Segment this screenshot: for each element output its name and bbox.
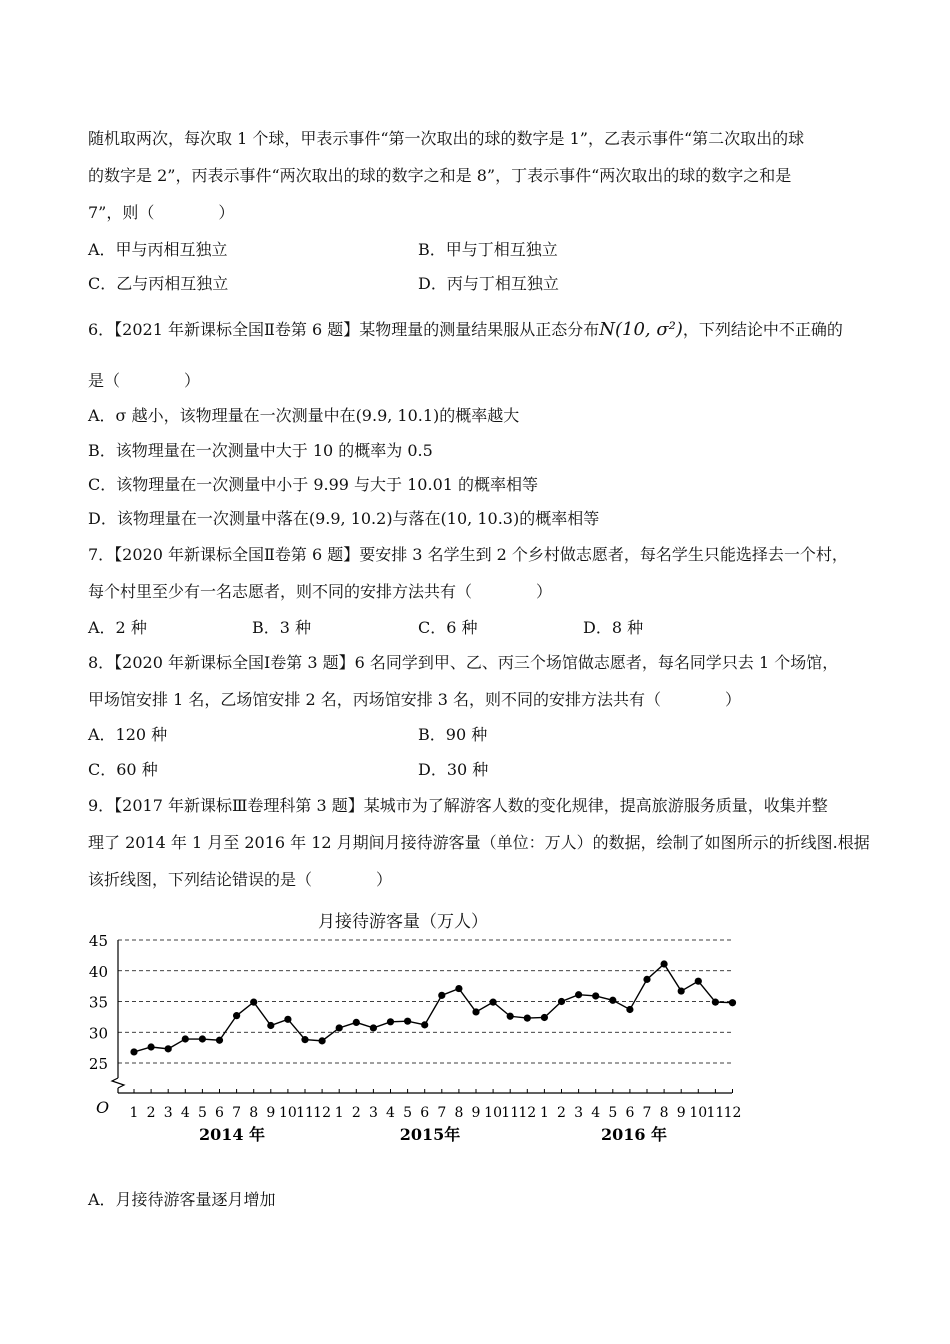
x-tick-label: 7 (232, 1105, 242, 1121)
q7-option-c: C．6 种 (418, 618, 478, 637)
q8-option-b: B．90 种 (418, 725, 488, 744)
q7-line-2: 每个村里至少有一名志愿者，则不同的安排方法共有（ ） (88, 582, 553, 601)
data-point (455, 985, 462, 992)
data-point (216, 1037, 223, 1044)
x-tick-label: 6 (215, 1105, 224, 1121)
data-point (233, 1012, 240, 1019)
data-point (438, 992, 445, 999)
x-tick-label: 6 (625, 1105, 635, 1121)
x-tick-label: 7 (642, 1105, 652, 1121)
x-tick-label: 12 (518, 1105, 537, 1121)
data-point (712, 999, 719, 1006)
x-tick-label: 5 (608, 1105, 618, 1121)
q5-option-d: D．丙与丁相互独立 (418, 274, 559, 293)
x-tick-label: 2 (351, 1105, 361, 1121)
q5-line-1: 随机取两次，每次取 1 个球，甲表示事件“第一次取出的球的数字是 1”，乙表示事件“第二次取出的球 (88, 129, 805, 148)
x-tick-label: 10 (278, 1105, 297, 1121)
line-chart (0, 920, 950, 1150)
data-point (301, 1036, 308, 1043)
x-tick-label: 3 (574, 1105, 584, 1121)
x-tick-label: 2 (557, 1105, 566, 1121)
q6-stem (88, 318, 843, 342)
data-point (130, 1048, 137, 1055)
q9-line-2: 理了 2014 年 1 月至 2016 年 12 月期间月接待游客量（单位：万人）的数据，绘制了如图所示的折线图.根据 (88, 833, 870, 852)
axis-break-mark (112, 1078, 124, 1088)
x-tick-label: 12 (723, 1105, 742, 1121)
data-point (661, 960, 668, 967)
x-tick-label: 1 (334, 1105, 344, 1121)
x-tick-label: 4 (386, 1105, 395, 1121)
year-label: 2014 年 (198, 1125, 266, 1144)
x-tick-label: 4 (591, 1105, 601, 1121)
data-point (507, 1013, 514, 1020)
data-point (558, 998, 565, 1005)
q5-option-b: B．甲与丁相互独立 (418, 240, 558, 259)
x-tick-label: 10 (689, 1105, 708, 1121)
q7-option-d: D．8 种 (583, 618, 644, 637)
data-point (643, 976, 650, 983)
year-label: 2015年 (399, 1125, 461, 1144)
data-point (387, 1018, 394, 1025)
x-tick-label: 8 (659, 1105, 669, 1121)
x-tick-label: 11 (706, 1105, 725, 1121)
y-tick-label: 25 (88, 1055, 108, 1073)
data-point (319, 1037, 326, 1044)
data-point (592, 992, 599, 999)
data-point (626, 1006, 633, 1013)
data-point (148, 1043, 155, 1050)
x-tick-label: 9 (676, 1105, 686, 1121)
data-point (336, 1024, 343, 1031)
y-tick-label: 35 (88, 993, 108, 1012)
data-point (695, 978, 702, 985)
data-point (421, 1021, 428, 1028)
data-point (575, 991, 582, 998)
x-tick-label: 4 (180, 1105, 190, 1121)
q7-line-1: 7．【2020 年新课标全国Ⅱ卷第 6 题】要安排 3 名学生到 2 个乡村做志愿者，每名学生只能选择去一个村， (88, 545, 848, 564)
y-tick-label: 30 (88, 1024, 108, 1043)
x-tick-label: 10 (484, 1105, 503, 1121)
x-tick-label: 9 (471, 1105, 481, 1121)
x-tick-label: 5 (197, 1105, 207, 1121)
q6-stem-tail: ，下列结论中不正确的 (682, 320, 843, 339)
x-tick-label: 9 (266, 1105, 276, 1121)
data-point (524, 1015, 531, 1022)
q8-option-c: C．60 种 (88, 760, 158, 779)
data-point (472, 1008, 479, 1015)
q9-line-1: 9．【2017 年新课标Ⅲ卷理科第 3 题】某城市为了解游客人数的变化规律，提高旅游服务质量，收集并整 (88, 796, 828, 815)
data-point (284, 1016, 291, 1023)
q6-option-c: C．该物理量在一次测量中小于 9.99 与大于 10.01 的概率相等 (88, 475, 539, 494)
x-tick-label: 1 (129, 1105, 139, 1121)
data-point (267, 1022, 274, 1029)
q5-line-2: 的数字是 2”，丙表示事件“两次取出的球的数字之和是 8”，丁表示事件“两次取出的球的数字之和是 (88, 166, 792, 185)
data-point (678, 987, 685, 994)
q5-option-c: C．乙与丙相互独立 (88, 274, 229, 293)
x-tick-label: 6 (420, 1105, 430, 1121)
y-tick-label: 45 (88, 932, 108, 950)
data-point (541, 1014, 548, 1021)
q6-stem-text: 6．【2021 年新课标全国Ⅱ卷第 6 题】某物理量的测量结果服从正态分布 (88, 320, 600, 339)
data-point (609, 997, 616, 1004)
x-tick-label: 2 (146, 1105, 156, 1121)
q6-normal-distribution: N(10, σ²) (599, 319, 683, 340)
q7-option-b: B．3 种 (252, 618, 312, 637)
x-tick-label: 3 (163, 1105, 173, 1121)
data-point (370, 1024, 377, 1031)
x-tick-label: 11 (296, 1105, 314, 1121)
q8-line-2: 甲场馆安排 1 名，乙场馆安排 2 名，丙场馆安排 3 名，则不同的安排方法共有（ ） (88, 690, 742, 709)
q6-option-d: D．该物理量在一次测量中落在(9.9, 10.2)与落在(10, 10.3)的概率相等 (88, 509, 600, 528)
origin-label: O (96, 1098, 110, 1117)
series-line (134, 964, 733, 1052)
x-tick-label: 8 (249, 1105, 259, 1121)
q5-line-3: 7”，则（ ） (88, 203, 235, 222)
q8-option-a: A．120 种 (88, 725, 168, 744)
q8-option-d: D．30 种 (418, 760, 489, 779)
q8-line-1: 8．【2020 年新课标全国Ⅰ卷第 3 题】6 名同学到甲、乙、丙三个场馆做志愿者，每名同学只去 1 个场馆， (88, 653, 839, 672)
x-tick-label: 1 (539, 1105, 549, 1121)
data-point (404, 1018, 411, 1025)
data-point (182, 1035, 189, 1042)
chart-title: 月接待游客量（万人） (318, 912, 488, 932)
q5-option-a: A．甲与丙相互独立 (88, 240, 228, 259)
q6-line-2: 是（ ） (88, 371, 201, 390)
y-tick-label: 40 (88, 962, 108, 981)
x-tick-label: 8 (454, 1105, 464, 1121)
x-tick-label: 7 (437, 1105, 447, 1121)
x-tick-label: 12 (313, 1105, 332, 1121)
x-tick-label: 3 (368, 1105, 378, 1121)
q7-option-a: A．2 种 (88, 618, 147, 637)
data-point (490, 999, 497, 1006)
data-point (729, 999, 736, 1006)
q6-option-b: B．该物理量在一次测量中大于 10 的概率为 0.5 (88, 441, 433, 460)
data-point (353, 1019, 360, 1026)
x-tick-label: 5 (403, 1105, 413, 1121)
data-point (250, 999, 257, 1006)
q9-option-a: A．月接待游客量逐月增加 (88, 1190, 276, 1209)
year-label: 2016 年 (600, 1125, 668, 1144)
x-tick-label: 11 (501, 1105, 520, 1121)
q9-line-3: 该折线图，下列结论错误的是（ ） (88, 870, 393, 889)
data-point (199, 1035, 206, 1042)
data-point (165, 1045, 172, 1052)
q6-option-a: A．σ 越小，该物理量在一次测量中在(9.9, 10.1)的概率越大 (88, 406, 520, 425)
